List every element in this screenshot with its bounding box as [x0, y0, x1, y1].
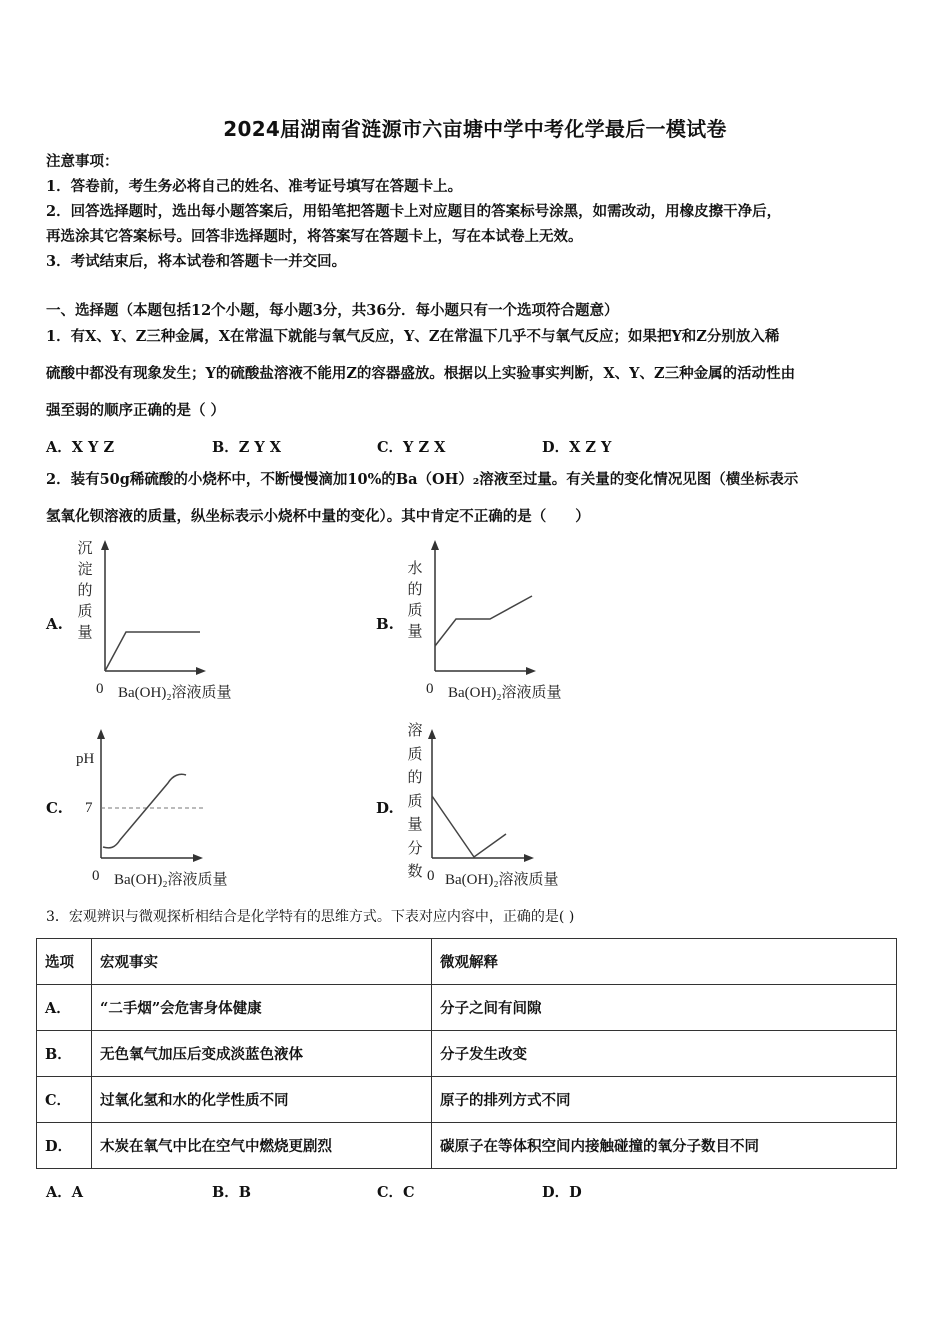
q1-option-d[interactable]: D．X Z Y: [542, 439, 612, 456]
y-axis-label: 水 的 质 量: [407, 559, 423, 640]
page-title: 2024届湖南省涟源市六亩塘中学中考化学最后一模试卷: [223, 117, 727, 141]
micro-explanation-cell: 碳原子在等体积空间内接触碰撞的氧分子数目不同: [432, 1123, 897, 1169]
table-row: [37, 1077, 897, 1123]
option-cell: D．: [37, 1123, 92, 1169]
section-heading: 一、选择题（本题包括12个小题，每小题3分，共36分．每小题只有一个选项符合题意）: [46, 302, 619, 319]
q1-stem: 1．有X、Y、Z三种金属，X在常温下就能与氧气反应，Y、Z在常温下几乎不与氧气反应；如果把Y和Z分别放入稀: [46, 328, 780, 345]
q1-option-b[interactable]: B．Z Y X: [212, 439, 282, 456]
micro-explanation-cell: 分子之间有间隙: [432, 985, 897, 1031]
notice-item: 再选涂其它答案标号。回答非选择题时，将答案写在答题卡上，写在本试卷上无效。: [46, 228, 583, 245]
notice-item: 2．回答选择题时，选出每小题答案后，用铅笔把答题卡上对应题目的答案标号涂黑，如需改动，用橡皮擦干净后，: [46, 203, 782, 220]
macro-fact-cell: “二手烟”会危害身体健康: [92, 985, 432, 1031]
q3-option-b[interactable]: B．B: [212, 1184, 252, 1201]
macro-fact-cell: 过氧化氢和水的化学性质不同: [92, 1077, 432, 1123]
table-header-row: [37, 939, 897, 985]
graph-label: C.: [46, 799, 63, 817]
origin-label: 0: [427, 868, 435, 884]
micro-explanation-cell: 分子发生改变: [432, 1031, 897, 1077]
x-axis-label: Ba(OH)₂溶液质量: [114, 872, 228, 888]
table-row: [37, 1031, 897, 1077]
table-row: [37, 1123, 897, 1169]
q3-stem: 3．宏观辨识与微观探析相结合是化学特有的思维方式。下表对应内容中，正确的是( ): [46, 909, 575, 925]
header-cell: 宏观事实: [92, 939, 432, 985]
header-cell: 选项: [37, 939, 92, 985]
notice-item: 3．考试结束后，将本试卷和答题卡一并交回。: [46, 253, 347, 270]
option-cell: B．: [37, 1031, 92, 1077]
notice-heading: 注意事项：: [46, 153, 119, 170]
graph-label: A.: [46, 615, 63, 633]
macro-fact-cell: 木炭在氧气中比在空气中燃烧更剧烈: [92, 1123, 432, 1169]
q1-option-c[interactable]: C．Y Z X: [377, 439, 446, 456]
origin-label: 0: [426, 681, 434, 697]
graph-label: D.: [376, 799, 394, 817]
x-axis-label: Ba(OH)₂溶液质量: [118, 685, 232, 701]
table-row: [37, 985, 897, 1031]
q1-stem: 硫酸中都没有现象发生；Y的硫酸盐溶液不能用Z的容器盛放。根据以上实验事实判断，X、Y、Z三种金属的活动性由: [46, 365, 796, 382]
notice-item: 1．答卷前，考生务必将自己的姓名、准考证号填写在答题卡上。: [46, 178, 463, 195]
origin-label: 0: [96, 681, 104, 697]
header-cell: 微观解释: [432, 939, 897, 985]
graph-label: B.: [376, 615, 394, 633]
q1-option-a[interactable]: A．X Y Z: [46, 439, 115, 456]
q3-option-d[interactable]: D．D: [542, 1184, 582, 1201]
origin-label: 0: [92, 868, 100, 884]
x-axis-label: Ba(OH)₂溶液质量: [448, 685, 562, 701]
q3-table: [36, 938, 897, 1169]
micro-explanation-cell: 原子的排列方式不同: [432, 1077, 897, 1123]
ph-7-tick: 7: [85, 800, 93, 816]
macro-fact-cell: 无色氧气加压后变成淡蓝色液体: [92, 1031, 432, 1077]
q3-option-c[interactable]: C．C: [377, 1184, 415, 1201]
q3-option-a[interactable]: A．A: [46, 1184, 84, 1201]
q1-stem: 强至弱的顺序正确的是（ ）: [46, 402, 226, 419]
q2-stem: 2．装有50g稀硫酸的小烧杯中，不断慢慢滴加10%的Ba（OH）₂溶液至过量。有关量的变化情况见图（横坐标表示: [46, 471, 799, 488]
x-axis-label: Ba(OH)₂溶液质量: [445, 872, 559, 888]
q2-stem: 氢氧化钡溶液的质量，纵坐标表示小烧杯中量的变化）。其中肯定不正确的是（ ）: [46, 508, 590, 525]
y-axis-label: 溶 质 的 质 量 分 数: [407, 721, 423, 880]
y-axis-label: pH: [76, 751, 95, 767]
option-cell: C．: [37, 1077, 92, 1123]
option-cell: A．: [37, 985, 92, 1031]
y-axis-label: 沉 淀 的 质 量: [77, 539, 93, 641]
